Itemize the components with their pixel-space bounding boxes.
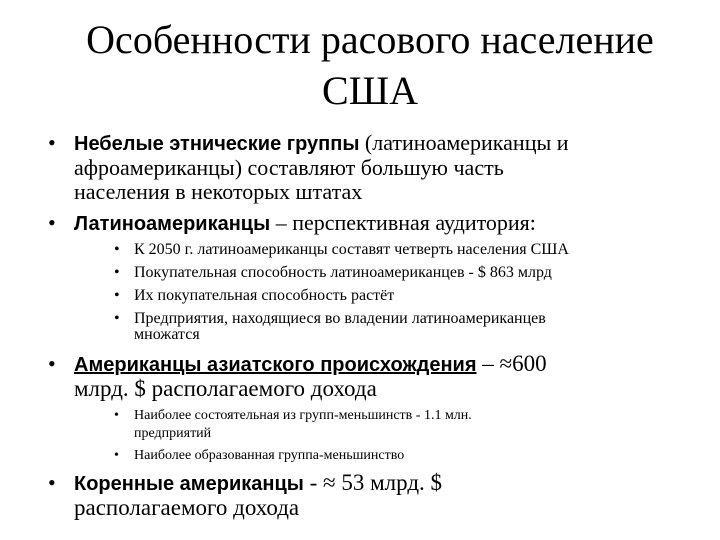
bullet-text: располагаемого дохода: [74, 495, 300, 520]
sub-bullet: [114, 447, 405, 465]
sub-bullet-text: Покупательная способность латиноамериканцев - $ 863 млрд: [134, 264, 552, 281]
bullet-icon: •: [114, 287, 120, 304]
sub-bullet-text: Наиболее образованная группа-меньшинство: [134, 448, 405, 463]
bullet-bold-text: Американцы азиатского происхождения: [74, 354, 477, 376]
bullet-icon: •: [114, 310, 120, 327]
sub-bullet-text: К 2050 г. латиноамериканцы составят четверть населения США: [134, 241, 569, 258]
sub-bullet-text: множатся: [134, 326, 200, 343]
bullet-text: – ≈600: [476, 351, 547, 376]
bullet-icon: •: [48, 470, 56, 495]
bullet-text: - ≈ 53 млрд. $: [303, 470, 443, 495]
bullet-text: – перспективная аудитория:: [270, 210, 536, 235]
bullet-text: населения в некоторых штатах: [74, 179, 363, 204]
bullet-text: (латиноамериканцы и: [359, 130, 569, 155]
bullet-icon: •: [48, 210, 56, 235]
bullet-latinos: [48, 210, 536, 236]
bullet-nonwhite-groups: [48, 130, 569, 204]
sub-bullet: [114, 309, 546, 345]
bullet-bold-text: Коренные американцы: [74, 473, 304, 495]
bullet-bold-text: Небелые этнические группы: [74, 133, 360, 155]
bullet-icon: •: [114, 408, 119, 423]
bullet-icon: •: [114, 448, 119, 463]
sub-bullet-text: Наиболее состоятельная из групп-меньшинств - 1.1 млн.: [134, 408, 472, 423]
sub-bullet: [114, 286, 395, 306]
bullet-native-americans: [48, 470, 443, 520]
sub-bullet: [114, 263, 552, 283]
bullet-asian-americans: [48, 351, 547, 401]
bullet-text: афроамериканцы) составляют большую часть: [74, 155, 504, 180]
sub-bullet: [114, 407, 472, 443]
sub-bullet-text: Предприятия, находящиеся во владении латиноамериканцев: [134, 310, 546, 327]
title-line-2: США: [322, 68, 418, 113]
bullet-bold-text: Латиноамериканцы: [74, 213, 271, 235]
sub-bullet-text: Их покупательная способность растёт: [134, 287, 395, 304]
bullet-icon: •: [114, 241, 120, 258]
bullet-text: млрд. $ располагаемого дохода: [74, 376, 377, 401]
title-line-1: Особенности расового население: [86, 17, 654, 62]
bullet-icon: •: [48, 130, 56, 155]
bullet-icon: •: [48, 351, 56, 376]
sub-bullet-text: предприятий: [134, 426, 212, 441]
bullet-icon: •: [114, 264, 120, 281]
sub-bullet: [114, 240, 569, 260]
